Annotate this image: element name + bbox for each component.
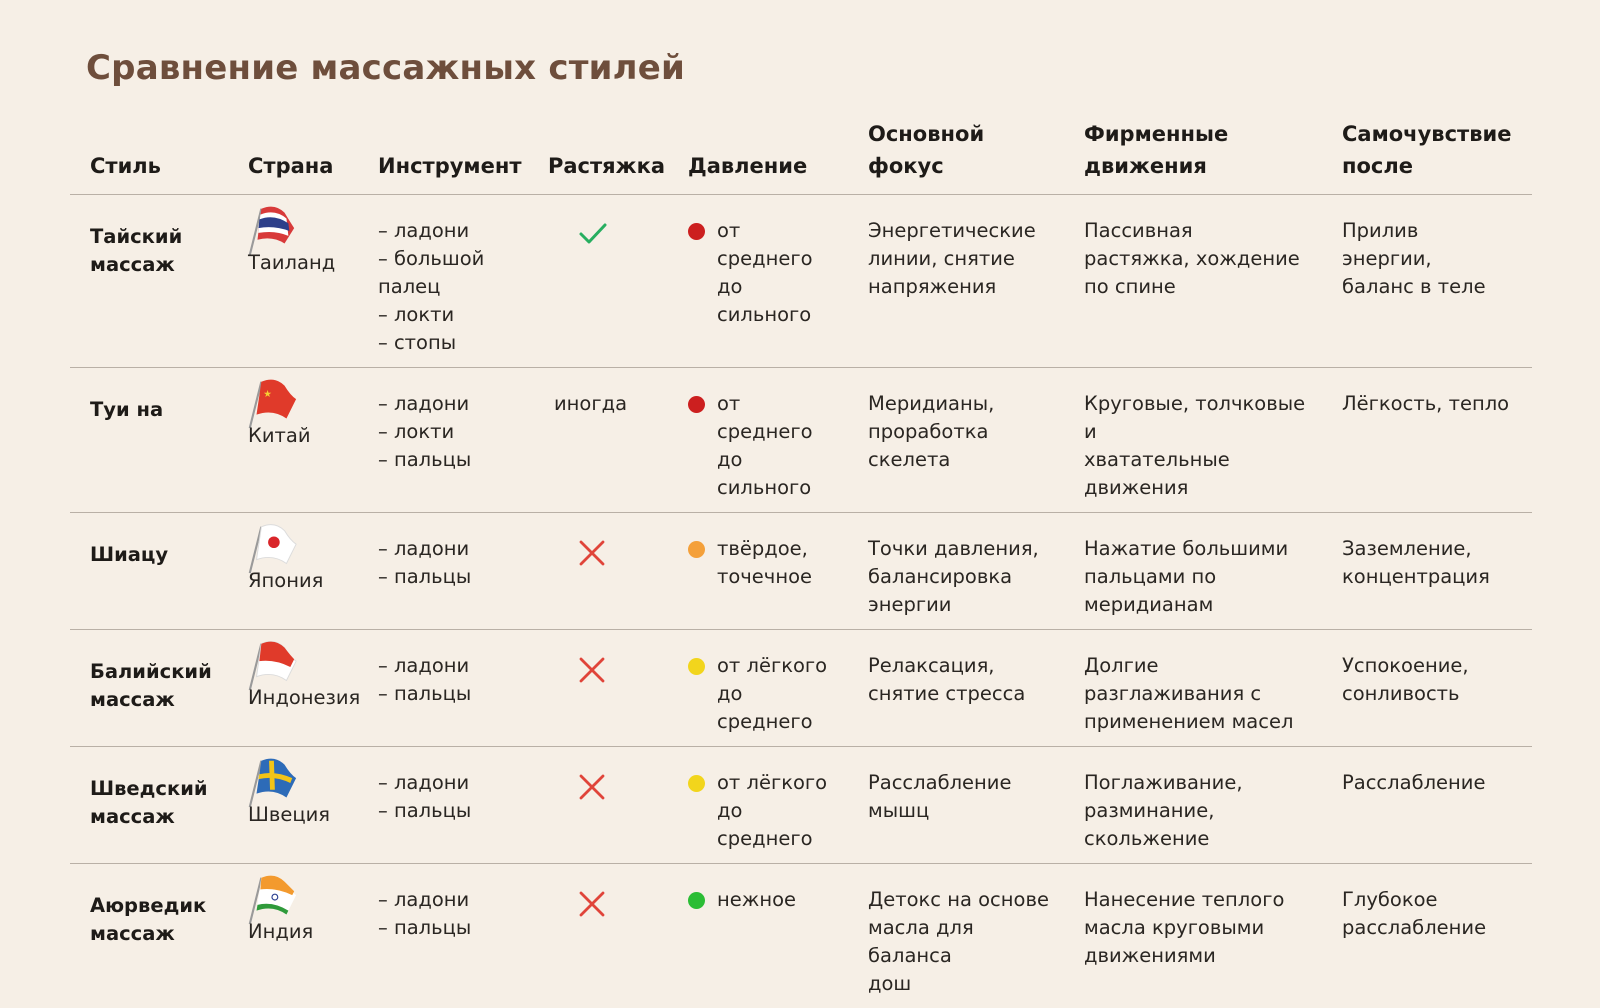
tool-cell <box>358 747 528 864</box>
header-moves: Фирменные движения <box>1064 118 1322 195</box>
moves-text: Долгие разглаживания с применением масел <box>1064 630 1322 747</box>
style-name: Балийский массаж <box>70 630 228 747</box>
focus-text: Меридианы, проработка скелета <box>848 368 1064 513</box>
focus-text: Энергетические линии, снятие напряжения <box>848 195 1064 368</box>
table-row <box>70 368 1532 513</box>
table-header-row <box>70 118 1532 195</box>
pressure-dot-icon <box>688 892 705 909</box>
pressure-text: от лёгкого до среднего <box>717 769 840 853</box>
country-name: Индонезия <box>248 684 360 712</box>
stretch-cell <box>528 513 668 630</box>
stretch-cell <box>528 368 668 513</box>
country-cell <box>228 864 358 1008</box>
moves-text: Нанесение теплого масла круговыми движениями <box>1064 864 1322 1008</box>
style-name: Туи на <box>70 368 228 513</box>
svg-text:★: ★ <box>263 389 272 400</box>
header-after: Самочувствие после <box>1322 118 1532 195</box>
pressure-text: нежное <box>717 886 796 914</box>
pressure-text: от лёгкого до среднего <box>717 652 840 736</box>
tool-item: – ладони <box>378 769 520 797</box>
pressure-text: от среднего до сильного <box>717 390 840 502</box>
style-name: Шведский массаж <box>70 747 228 864</box>
stretch-cell <box>528 747 668 864</box>
header-pressure: Давление <box>668 118 848 195</box>
pressure-text: твёрдое, точечное <box>717 535 812 591</box>
header-focus: Основной фокус <box>848 118 1064 195</box>
after-text: Прилив энергии, баланс в теле <box>1322 195 1532 368</box>
tool-item: – стопы <box>378 329 520 357</box>
after-text: Заземление, концентрация <box>1322 513 1532 630</box>
tool-item: – пальцы <box>378 563 520 591</box>
tool-cell <box>358 513 528 630</box>
pressure-dot-icon <box>688 541 705 558</box>
pressure-dot-icon <box>688 775 705 792</box>
focus-text: Расслабление мышц <box>848 747 1064 864</box>
table-row <box>70 864 1532 1008</box>
stretch-cell <box>528 630 668 747</box>
table-row <box>70 195 1532 368</box>
country-name: Китай <box>248 422 311 450</box>
tool-item: – ладони <box>378 535 520 563</box>
pressure-cell <box>668 368 848 513</box>
tool-item: – ладони <box>378 886 520 914</box>
table-row <box>70 747 1532 864</box>
after-text: Лёгкость, тепло <box>1322 368 1532 513</box>
tool-item: – ладони <box>378 390 520 418</box>
check-icon <box>578 221 608 255</box>
cross-icon <box>578 539 606 575</box>
header-style: Стиль <box>70 118 228 195</box>
pressure-cell <box>668 195 848 368</box>
style-name: Аюрведик массаж <box>70 864 228 1008</box>
header-country: Страна <box>228 118 358 195</box>
country-name: Таиланд <box>248 249 335 277</box>
cross-icon <box>578 656 606 692</box>
style-name: Тайский массаж <box>70 195 228 368</box>
country-cell <box>228 630 358 747</box>
tool-item: – большой палец <box>378 245 520 301</box>
pressure-cell <box>668 513 848 630</box>
style-name: Шиацу <box>70 513 228 630</box>
tool-item: – локти <box>378 418 520 446</box>
country-name: Швеция <box>248 801 330 829</box>
focus-text: Точки давления, балансировка энергии <box>848 513 1064 630</box>
focus-text: Релаксация, снятие стресса <box>848 630 1064 747</box>
table-row <box>70 630 1532 747</box>
after-text: Успокоение, сонливость <box>1322 630 1532 747</box>
cross-icon <box>578 773 606 809</box>
tool-item: – пальцы <box>378 914 520 942</box>
after-text: Глубокое расслабление <box>1322 864 1532 1008</box>
moves-text: Круговые, толчковые и хватательные движения <box>1064 368 1322 513</box>
country-cell <box>228 747 358 864</box>
header-stretch: Растяжка <box>528 118 668 195</box>
tool-cell <box>358 864 528 1008</box>
country-cell <box>228 195 358 368</box>
focus-text: Детокс на основе масла для баланса дош <box>848 864 1064 1008</box>
moves-text: Нажатие большими пальцами по меридианам <box>1064 513 1322 630</box>
pressure-text: от среднего до сильного <box>717 217 840 329</box>
country-name: Япония <box>248 567 323 595</box>
pressure-cell <box>668 630 848 747</box>
tool-item: – пальцы <box>378 446 520 474</box>
pressure-dot-icon <box>688 658 705 675</box>
page-title: Сравнение массажных стилей <box>86 48 685 88</box>
moves-text: Поглаживание, разминание, скольжение <box>1064 747 1322 864</box>
pressure-dot-icon <box>688 223 705 240</box>
tool-cell <box>358 195 528 368</box>
stretch-cell <box>528 195 668 368</box>
stretch-cell <box>528 864 668 1008</box>
tool-item: – локти <box>378 301 520 329</box>
cross-icon <box>578 890 606 926</box>
country-cell <box>228 513 358 630</box>
tool-item: – ладони <box>378 652 520 680</box>
tool-item: – пальцы <box>378 680 520 708</box>
tool-item: – ладони <box>378 217 520 245</box>
tool-item: – пальцы <box>378 797 520 825</box>
pressure-dot-icon <box>688 396 705 413</box>
pressure-cell <box>668 747 848 864</box>
after-text: Расслабление <box>1322 747 1532 864</box>
table-row <box>70 513 1532 630</box>
header-tool: Инструмент <box>358 118 528 195</box>
country-cell <box>228 368 358 513</box>
moves-text: Пассивная растяжка, хождение по спине <box>1064 195 1322 368</box>
country-name: Индия <box>248 918 313 946</box>
massage-comparison-table <box>70 118 1532 1008</box>
tool-cell <box>358 630 528 747</box>
pressure-cell <box>668 864 848 1008</box>
stretch-text: иногда <box>554 392 627 415</box>
tool-cell <box>358 368 528 513</box>
